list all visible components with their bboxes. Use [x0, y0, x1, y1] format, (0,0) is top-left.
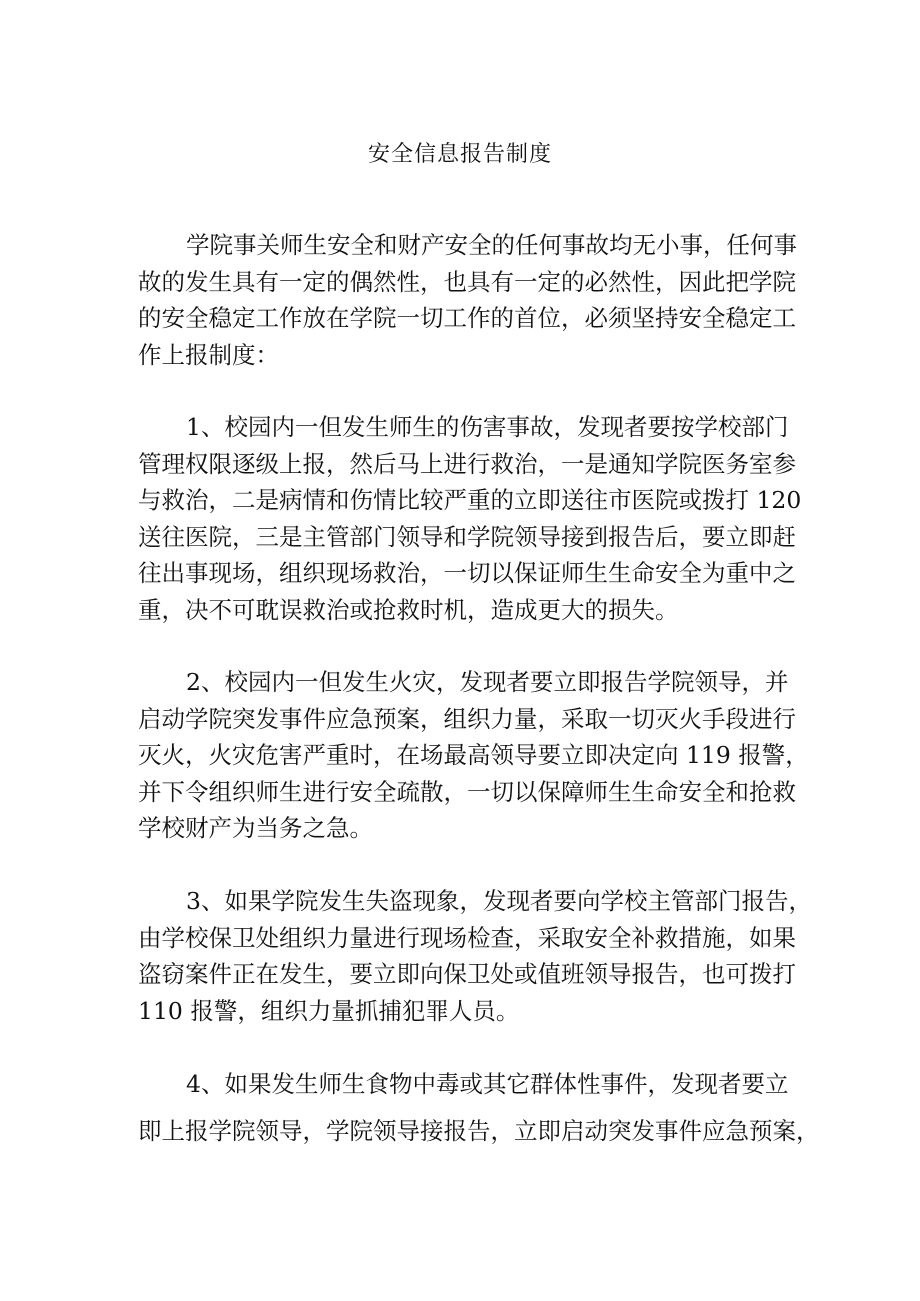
text-line: 启动学院突发事件应急预案，组织力量，采取一切灭火手段进行: [138, 704, 796, 733]
text-line: 110 报警，组织力量抓捕犯罪人员。: [138, 996, 520, 1025]
text-line: 作上报制度：: [138, 340, 279, 369]
text-line: 由学校保卫处组织力量进行现场检查，采取安全补救措施，如果: [138, 923, 796, 952]
text-line: 重，决不可耽误救治或抢救时机，造成更大的损失。: [138, 595, 679, 624]
paragraph-intro: [138, 227, 797, 373]
text-line: 往出事现场，组织现场救治，一切以保证师生生命安全为重中之: [138, 559, 796, 587]
text-line: 送往医院，三是主管部门领导和学院领导接到报告后，要立即赶: [138, 522, 796, 551]
text-line: 的安全稳定工作放在学院一切工作的首位，必须坚持安全稳定工: [138, 304, 796, 332]
text-line: 管理权限逐级上报，然后马上进行救治，一是通知学院医务室参: [138, 449, 796, 478]
text-line: 与救治，二是病情和伤情比较严重的立即送往市医院或拨打 120: [138, 486, 802, 514]
paragraph-item-4: [138, 1066, 820, 1149]
text-line: 即上报学院领导，学院领导接报告，立即启动突发事件应急预案，: [138, 1116, 820, 1145]
paragraph-item-3: [138, 883, 812, 1029]
text-line: 盗窃案件正在发生，要立即向保卫处或值班领导报告，也可拨打: [138, 960, 796, 988]
text-line: 学院事关师生安全和财产安全的任何事故均无小事，任何事: [186, 231, 797, 259]
document-title: 安全信息报告制度: [367, 142, 552, 167]
text-line: 4、如果发生师生食物中毒或其它群体性事件，发现者要立: [186, 1070, 789, 1098]
paragraph-item-2: [138, 664, 809, 847]
text-line: 学校财产为当务之急。: [138, 814, 373, 842]
text-line: 3、如果学院发生失盗现象，发现者要向学校主管部门报告，: [186, 887, 812, 915]
text-line: 灭火，火灾危害严重时，在场最高领导要立即决定向 119 报警，: [138, 741, 809, 769]
text-line: 故的发生具有一定的偶然性，也具有一定的必然性，因此把学院: [138, 267, 796, 296]
text-line: 并下令组织师生进行安全疏散，一切以保障师生生命安全和抢救: [138, 777, 796, 806]
text-line: 1、校园内一但发生师生的伤害事故，发现者要按学校部门: [186, 413, 789, 441]
text-line: 2、校园内一但发生火灾，发现者要立即报告学院领导，并: [186, 668, 789, 696]
paragraph-item-1: [138, 409, 802, 628]
